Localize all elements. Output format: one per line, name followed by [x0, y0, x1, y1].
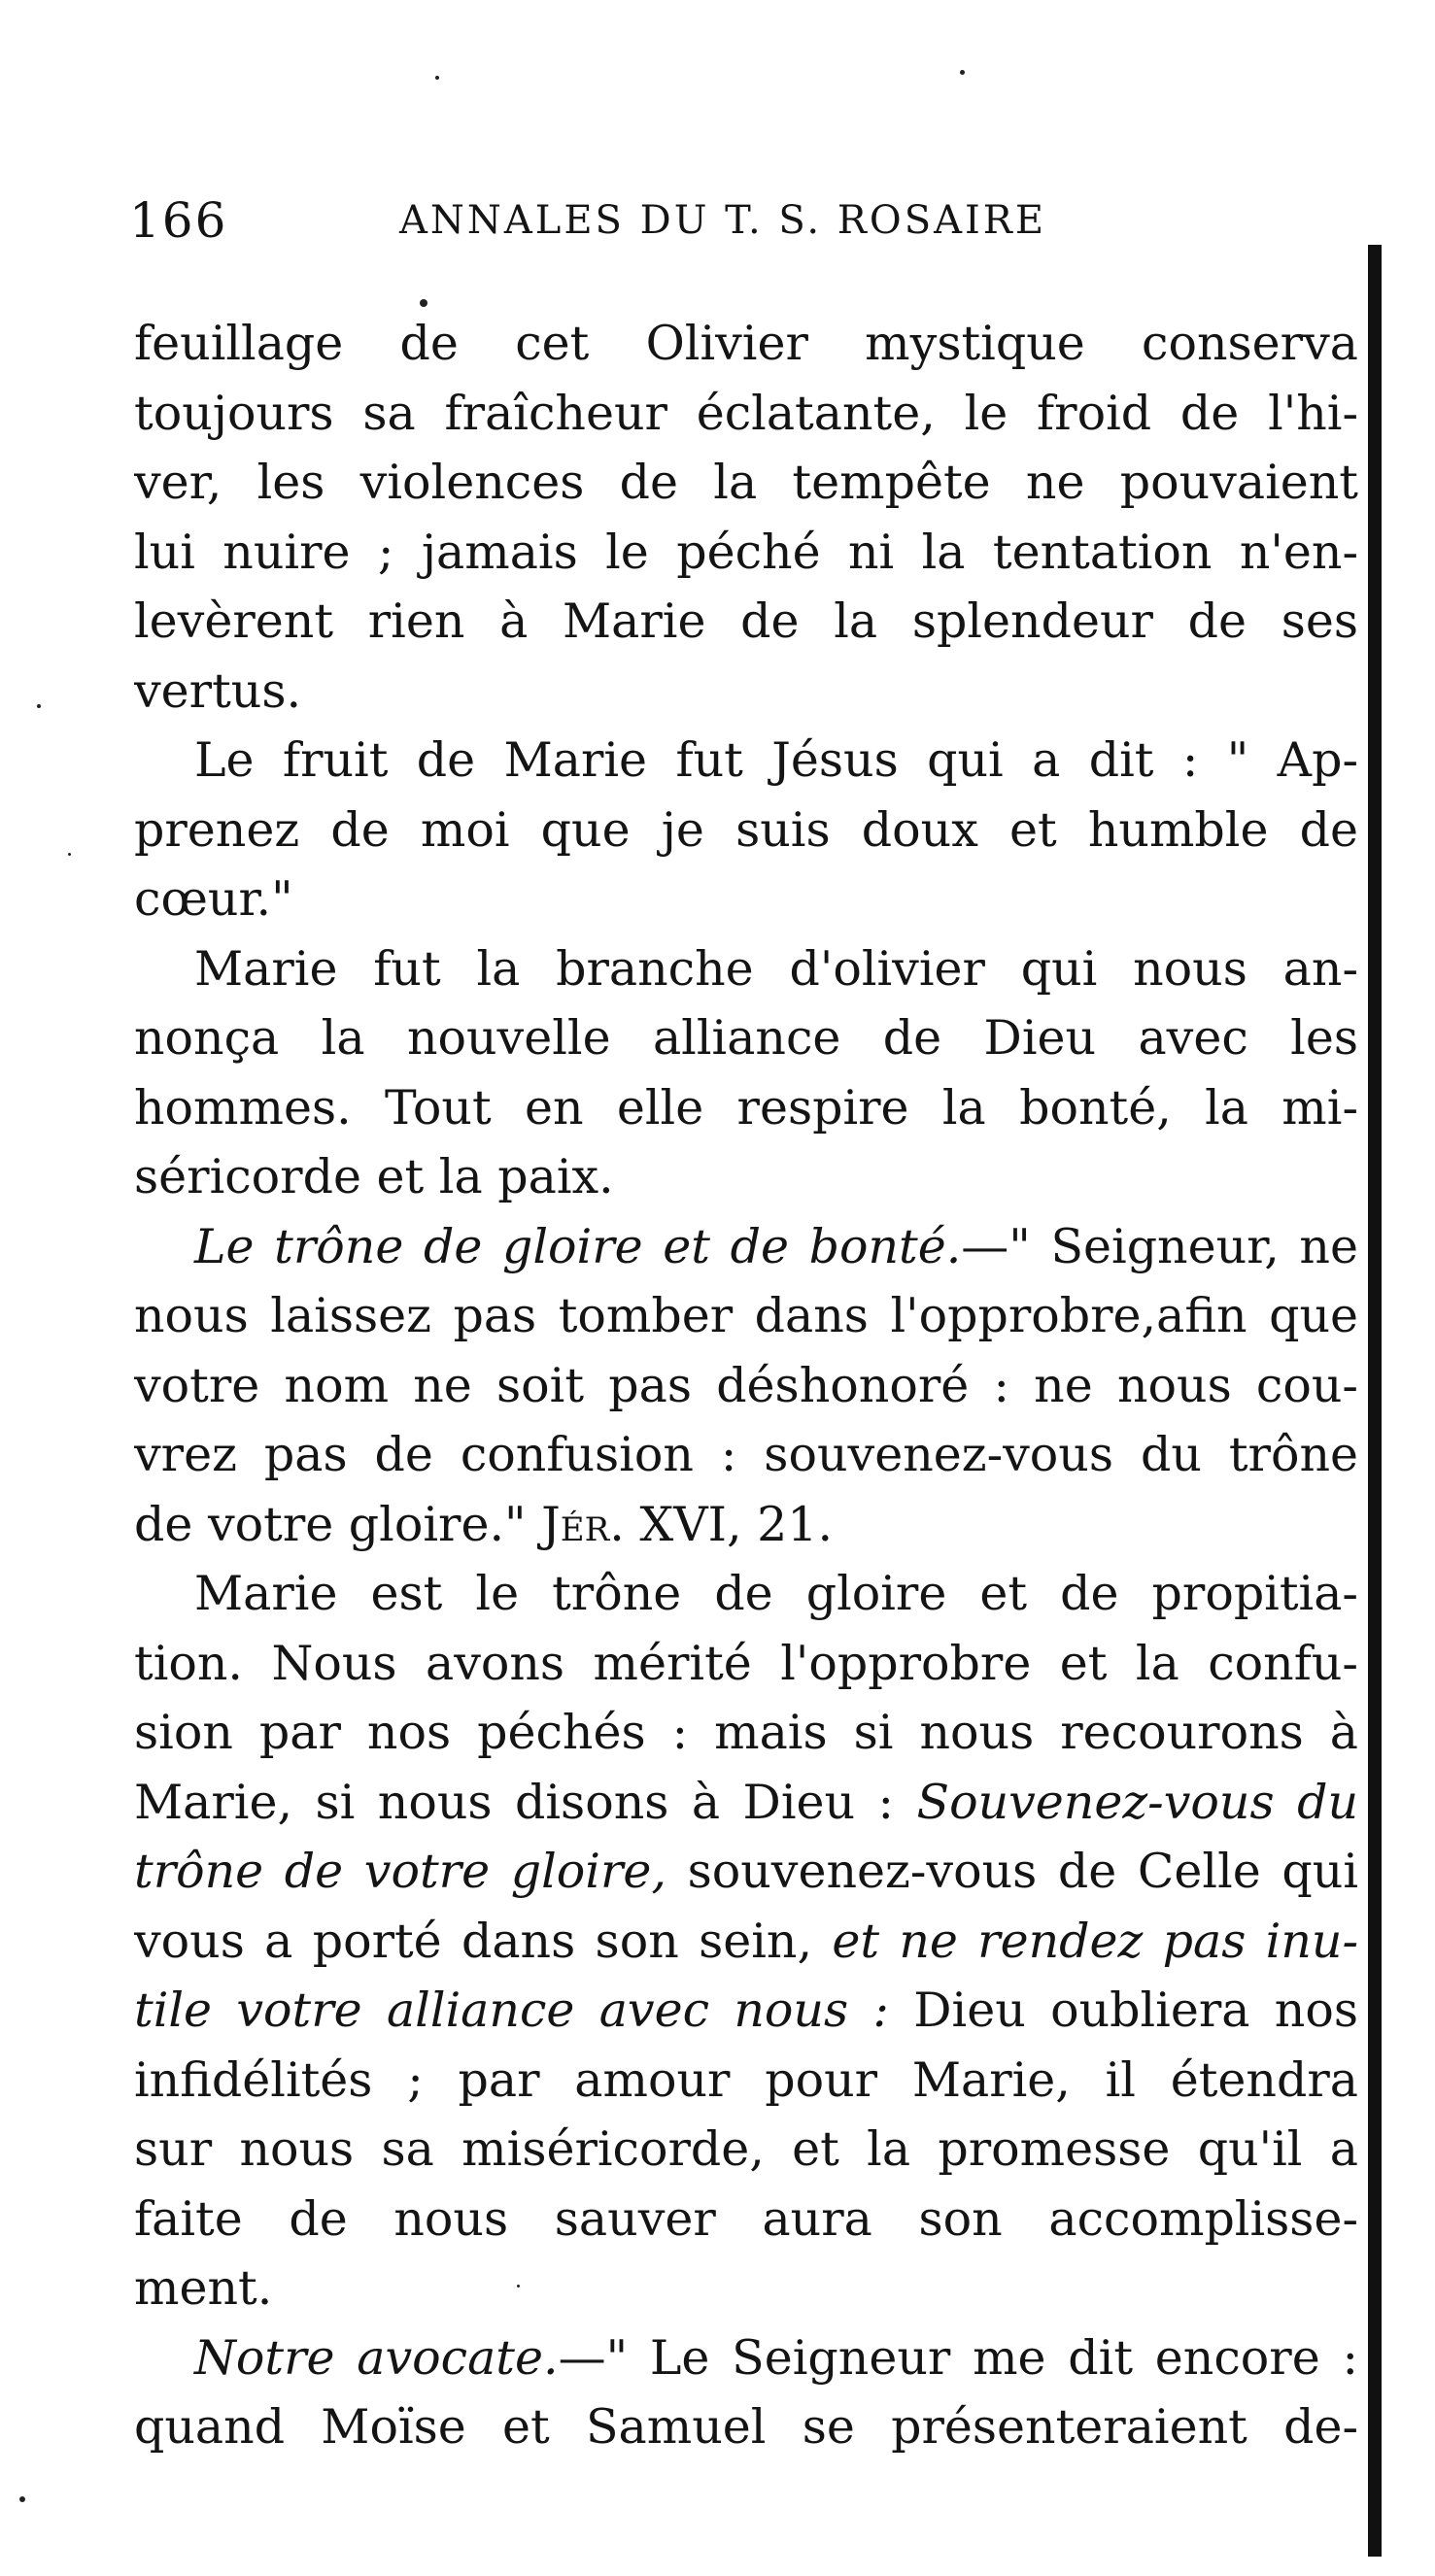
- text-line: feuillage de cet Olivier mystique conserva: [134, 316, 1358, 371]
- text-line: sur nous sa miséricorde, et la promesse qu'il a: [134, 2121, 1358, 2177]
- text-line: prenez de moi que je suis doux et humble de: [134, 801, 1358, 858]
- print-speck: [420, 299, 427, 307]
- page-edge-shadow: [1368, 245, 1382, 2557]
- text-line: trône de votre gloire, souvenez-vous de Celle qui: [134, 1844, 1358, 1899]
- text-line: tion. Nous avons mérité l'opprobre et la confu-: [134, 1635, 1358, 1691]
- section-heading-line: Notre avocate.—" Le Seigneur me dit encore :: [194, 2329, 1358, 2386]
- text-line: séricorde et la paix.: [134, 1149, 614, 1204]
- text-line: ver, les violences de la tempête ne pouvaient: [134, 455, 1358, 510]
- print-speck: [960, 70, 965, 75]
- text-line: sion par nos péchés : mais si nous recourons à: [134, 1705, 1358, 1760]
- print-speck: [517, 2285, 520, 2288]
- print-speck: [435, 76, 439, 80]
- text-line: faite de nous sauver aura son accomplisse-: [134, 2190, 1358, 2247]
- text-line: toujours sa fraîcheur éclatante, le froid de l'hi-: [134, 385, 1358, 441]
- text-line: cœur.": [134, 871, 293, 927]
- page-header: [129, 192, 1101, 260]
- text-line: tile votre alliance avec nous : Dieu oubliera nos: [134, 1983, 1358, 2038]
- print-speck: [37, 704, 41, 708]
- running-title: ANNALES DU T. S. ROSAIRE: [399, 198, 1047, 243]
- text-line: vertus.: [134, 662, 302, 719]
- text-line: vrez pas de confusion : souvenez-vous du trône: [134, 1427, 1358, 1482]
- text-line: ment.: [134, 2260, 273, 2316]
- text-line: Le fruit de Marie fut Jésus qui a dit : " Ap-: [194, 732, 1358, 788]
- text-line: infidélités ; par amour pour Marie, il étendra: [134, 2051, 1358, 2108]
- print-speck: [19, 2496, 25, 2502]
- section-heading-line: Le trône de gloire et de bonté.—" Seigneur, ne: [194, 1218, 1358, 1274]
- body-text: [134, 309, 1358, 2462]
- text-line: Marie est le trône de gloire et de propitia-: [194, 1566, 1358, 1621]
- section-heading: Notre avocate.: [194, 2329, 559, 2386]
- text-line: levèrent rien à Marie de la splendeur de ses: [134, 593, 1358, 649]
- print-speck: [68, 853, 71, 856]
- text-line: nonça la nouvelle alliance de Dieu avec les: [134, 1010, 1358, 1066]
- text-line: quand Moïse et Samuel se présenteraient de-: [134, 2399, 1358, 2455]
- section-heading: Le trône de gloire et de bonté.: [194, 1218, 962, 1274]
- text-line: vous a porté dans son sein, et ne rendez pas inu-: [134, 1913, 1358, 1969]
- text-line: nous laissez pas tomber dans l'opprobre,afin que: [134, 1288, 1358, 1343]
- page-number: 166: [129, 192, 228, 249]
- text-line: lui nuire ; jamais le péché ni la tentation n'en-: [134, 524, 1358, 580]
- text-line: votre nom ne soit pas déshonoré : ne nous cou-: [134, 1357, 1358, 1413]
- text-line: Marie fut la branche d'olivier qui nous an-: [194, 940, 1358, 997]
- scripture-reference: Jér.: [541, 1496, 625, 1552]
- text-line: de votre gloire." Jér. XVI, 21.: [134, 1496, 834, 1552]
- text-line: Marie, si nous disons à Dieu : Souvenez-vous du: [134, 1774, 1358, 1830]
- text-line: hommes. Tout en elle respire la bonté, la mi-: [134, 1079, 1358, 1135]
